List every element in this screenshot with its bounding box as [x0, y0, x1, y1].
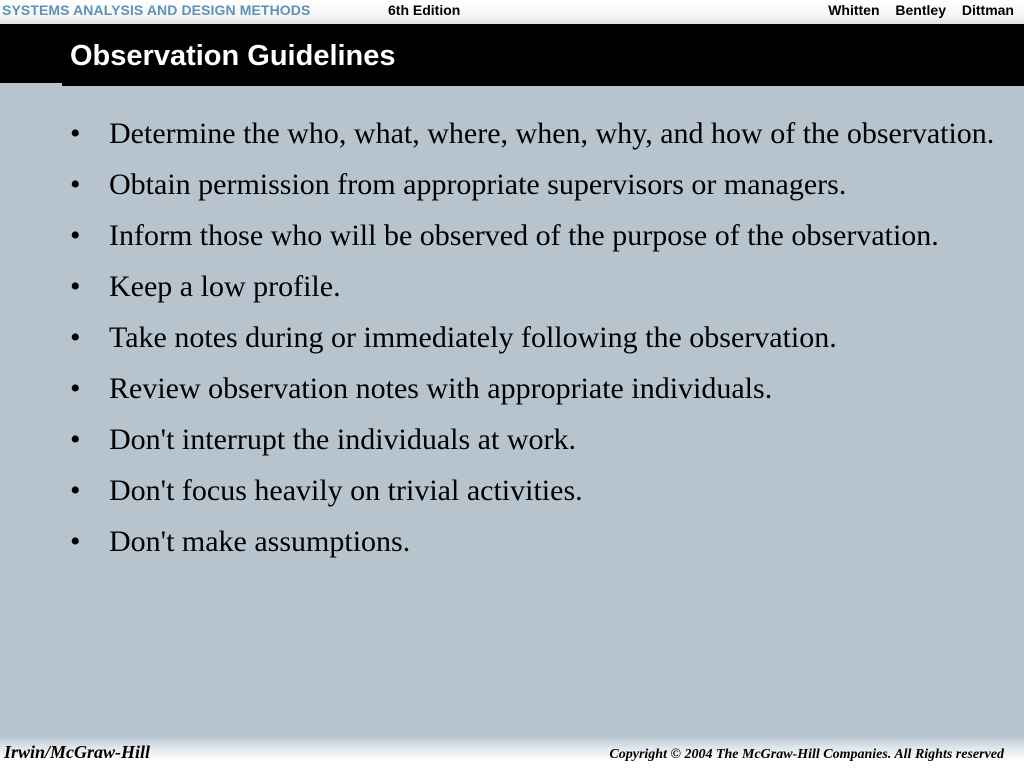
bullet-item — [70, 469, 1000, 512]
bullet-marker: • — [70, 117, 81, 150]
bullet-marker: • — [70, 525, 81, 558]
bullet-text: Take notes during or immediately following the observation. — [109, 321, 837, 354]
title-bar — [0, 24, 1024, 86]
slide-title: Observation Guidelines — [70, 40, 396, 72]
bullet-item — [70, 163, 1000, 206]
bullet-marker: • — [70, 168, 81, 201]
bullet-item — [70, 520, 1000, 563]
author-name: Whitten — [828, 2, 880, 18]
bullet-marker: • — [70, 321, 81, 354]
bullet-text: Inform those who will be observed of the purpose of the observation. — [109, 219, 939, 252]
bullet-text: Determine the who, what, where, when, why, and how of the observation. — [109, 117, 995, 150]
bullet-marker: • — [70, 474, 81, 507]
bullet-text: Keep a low profile. — [109, 270, 341, 303]
publisher-label: Irwin/McGraw-Hill — [4, 742, 151, 762]
bullet-text: Don't focus heavily on trivial activities. — [109, 474, 583, 507]
bullet-item — [70, 214, 1000, 257]
bullet-item — [70, 418, 1000, 461]
author-name: Bentley — [895, 2, 946, 18]
bullet-text: Don't interrupt the individuals at work. — [109, 423, 576, 456]
header-bar — [0, 0, 1024, 24]
bullet-marker: • — [70, 270, 81, 303]
bullet-marker: • — [70, 423, 81, 456]
bullet-list — [70, 112, 1000, 571]
bullet-text: Obtain permission from appropriate supervisors or managers. — [109, 168, 847, 201]
author-name: Dittman — [961, 2, 1014, 18]
title-bar-accent — [0, 83, 62, 86]
author-list — [816, 0, 1014, 20]
bullet-text: Review observation notes with appropriate individuals. — [109, 372, 773, 405]
bullet-item — [70, 265, 1000, 308]
edition-label: 6th Edition — [388, 2, 461, 18]
bullet-text: Don't make assumptions. — [109, 525, 411, 558]
footer-bar — [0, 736, 1024, 768]
bullet-marker: • — [70, 219, 81, 252]
bullet-item — [70, 112, 1000, 155]
copyright-notice: Copyright © 2004 The McGraw-Hill Companies. All Rights reserved — [609, 747, 1004, 762]
bullet-item — [70, 316, 1000, 359]
bullet-item — [70, 367, 1000, 410]
bullet-marker: • — [70, 372, 81, 405]
book-title: SYSTEMS ANALYSIS AND DESIGN METHODS — [2, 2, 311, 18]
